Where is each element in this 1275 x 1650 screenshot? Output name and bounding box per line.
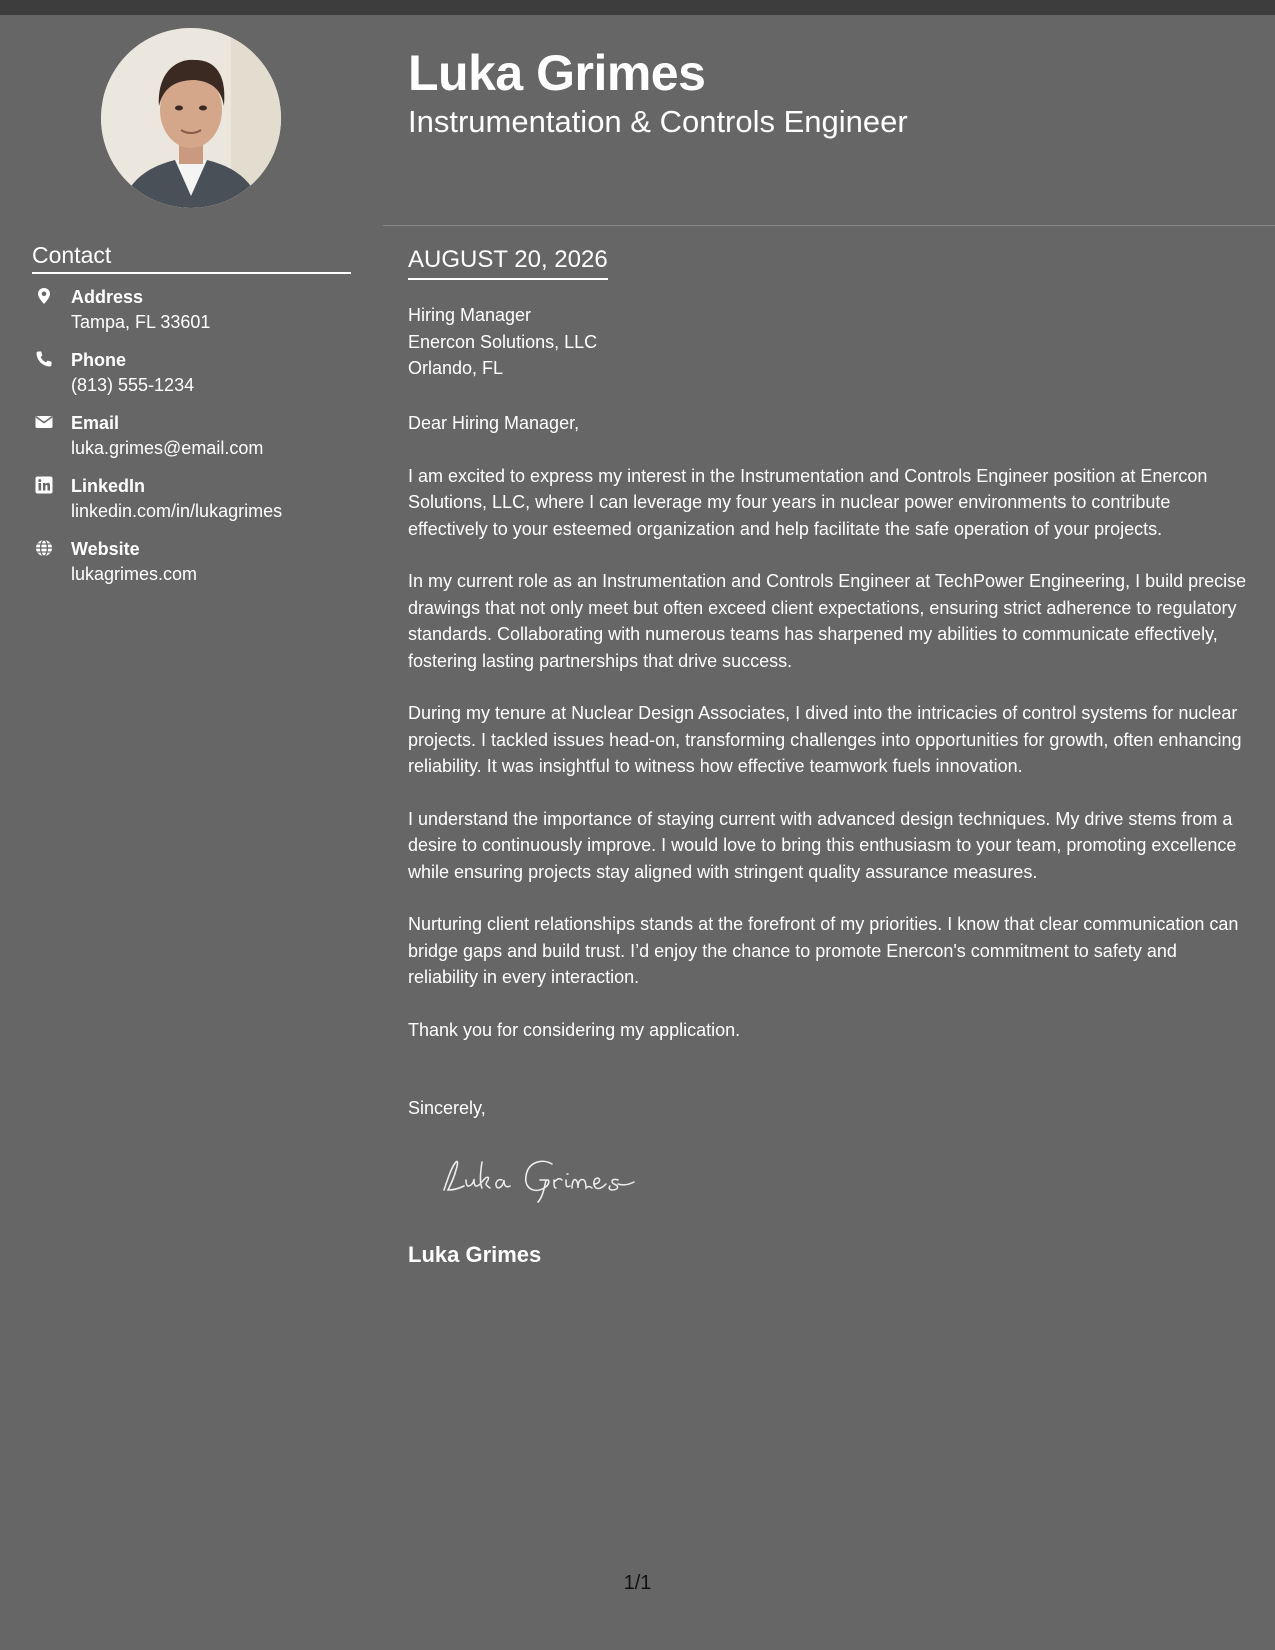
letter-paragraph: Nurturing client relationships stands at the forefront of my priorities. I know that clear communication can bridge gaps and build trust. I’d enjoy the chance to promote Enercon's commitment to safety and reliability in every interaction. (408, 914, 1239, 987)
envelope-icon (35, 413, 53, 431)
phone-value: (813) 555-1234 (71, 375, 195, 395)
phone-icon (35, 350, 53, 368)
closing: Sincerely, (408, 1098, 486, 1118)
linkedin-icon (35, 476, 53, 494)
globe-icon (35, 539, 53, 557)
header-divider (383, 225, 1275, 226)
location-pin-icon (35, 287, 53, 305)
letter-body (408, 410, 1248, 1069)
address-value: Tampa, FL 33601 (71, 312, 211, 332)
letter-paragraph: I understand the importance of staying current with advanced design techniques. My drive stems from a desire to continuously improve. I would love to bring this enthusiasm to your team, promoting excellence while ensuring projects stay aligned with stringent quality assurance measures. (408, 808, 1237, 882)
recipient-location: Orlando, FL (408, 358, 504, 378)
email-label: Email (71, 413, 120, 433)
page-number: 1/1 (623, 1572, 652, 1594)
linkedin-label: LinkedIn (71, 476, 146, 496)
contact-item-phone (32, 347, 362, 410)
contact-item-address (32, 284, 362, 347)
contact-heading: Contact (32, 240, 351, 274)
contact-list (32, 284, 362, 599)
handwritten-signature (434, 1150, 654, 1206)
letter-paragraph: In my current role as an Instrumentation and Controls Engineer at TechPower Engineering, I build precise drawings that not only meet but often exceed client expectations, ensuring strict adherence to regulatory standards. Collaborating with numerous teams has sharpened my abilities to communicate effectively, fostering lasting partnerships that drive success. (408, 571, 1247, 671)
letter-paragraph: During my tenure at Nuclear Design Associates, I dived into the intricacies of control systems for nuclear projects. I tackled issues head-on, transforming challenges into opportunities for growth, often enhancing reliability. It was insightful to witness how effective teamwork fuels innovation. (408, 703, 1242, 776)
website-label: Website (71, 539, 140, 559)
recipient-name: Hiring Manager (408, 305, 532, 325)
contact-item-email (32, 410, 362, 473)
top-bar (0, 0, 1275, 15)
letter-paragraph: Thank you for considering my application. (408, 1019, 741, 1040)
linkedin-value: linkedin.com/in/lukagrimes (71, 501, 283, 521)
recipient-company: Enercon Solutions, LLC (408, 331, 598, 352)
job-title: Instrumentation & Controls Engineer (408, 104, 908, 139)
address-label: Address (71, 287, 144, 307)
recipient-block (408, 302, 597, 382)
signed-name: Luka Grimes (408, 1242, 542, 1267)
contact-item-website (32, 536, 362, 599)
website-value: lukagrimes.com (71, 564, 198, 584)
phone-label: Phone (71, 350, 127, 370)
letter-paragraph: I am excited to express my interest in the Instrumentation and Controls Engineer position at Enercon Solutions, LLC, where I can leverage my four years in nuclear power environments to contribute effectively to your esteemed organization and help facilitate the safe operation of your projects. (408, 465, 1208, 539)
letter-date: AUGUST 20, 2026 (408, 244, 608, 280)
salutation: Dear Hiring Manager, (408, 413, 580, 433)
applicant-name: Luka Grimes (408, 45, 706, 101)
contact-item-linkedin (32, 473, 362, 536)
email-value: luka.grimes@email.com (71, 438, 264, 458)
profile-photo (101, 28, 281, 208)
